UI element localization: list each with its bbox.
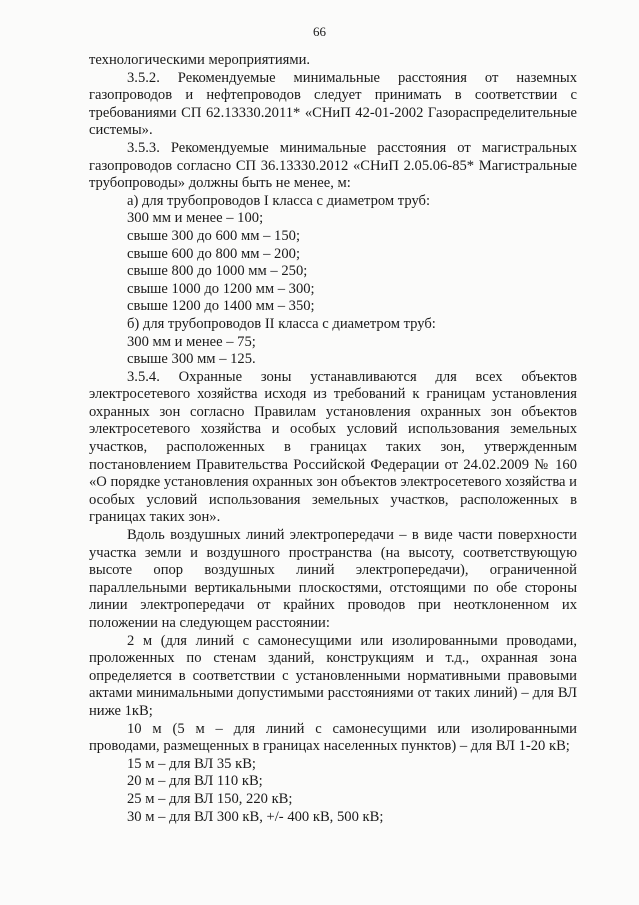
page-number: 66 <box>313 24 326 39</box>
list-item: 15 м – для ВЛ 35 кВ; <box>127 755 256 772</box>
paragraph-3-5-4: 3.5.4. Охранные зоны устанавливаются для всех объектов электросетевого хозяйства исходя из требований к границам установления охранных зон согласно Правилам установления охранных зон объектов электросетевого хозяйства и особых условий использования земельных участков, расположенных в границах таких зон, утвержденным постановлением Правительства Российской Федерации от 24.02.2009 № 160 «О порядке установления охранных зон объектов электросетевого хозяйства и особых условий использования земельных участков, расположенных в границах таких зон». <box>89 368 577 526</box>
list-item: свыше 300 мм – 125. <box>127 351 256 368</box>
list-item: свыше 1200 до 1400 мм – 350; <box>127 298 315 315</box>
paragraph-10m: 10 м (5 м – для линий с самонесущими или изолированными проводами, размещенных в границах населенных пунктов) – для ВЛ 1-20 кВ; <box>89 720 577 755</box>
paragraph-3-5-2: 3.5.2. Рекомендуемые минимальные расстояния от наземных газопроводов и нефтепроводов следует принимать в соответствии с требованиями СП 62.13330.2011* «СНиП 42-01-2002 Газораспределительные системы». <box>89 69 577 139</box>
paragraph-3-5-3: 3.5.3. Рекомендуемые минимальные расстояния от магистральных газопроводов согласно СП 36.13330.2012 «СНиП 2.05.06-85* Магистральные трубопроводы» должны быть не менее, м: <box>89 139 577 192</box>
list-item: 300 мм и менее – 100; <box>127 210 264 227</box>
list-item: свыше 600 до 800 мм – 200; <box>127 245 300 262</box>
list-item: свыше 300 до 600 мм – 150; <box>127 227 300 244</box>
paragraph-continuation: технологическими мероприятиями. <box>89 52 311 68</box>
list-item: 30 м – для ВЛ 300 кВ, +/- 400 кВ, 500 кВ; <box>127 808 384 825</box>
list-item: а) для трубопроводов I класса с диаметром труб: <box>127 192 431 209</box>
paragraph-2m: 2 м (для линий с самонесущими или изолированными проводами, проложенных по стенам зданий, конструкциям и т.д., охранная зона определяется в соответствии с установленными нормативными правовыми актами минимальными допустимыми расстояниями от таких линий) – для ВЛ ниже 1кВ; <box>89 632 577 719</box>
list-item: 25 м – для ВЛ 150, 220 кВ; <box>127 790 293 807</box>
document-body <box>89 52 577 826</box>
paragraph-overhead-lines: Вдоль воздушных линий электропередачи – в виде части поверхности участка земли и воздушного пространства (на высоту, соответствующую высоте опор воздушных линий электропередачи), ограниченной параллельными вертикальными плоскостями, отстоящими по обе стороны линии электропередачи от крайних проводов при неотклоненном их положении на следующем расстоянии: <box>89 527 577 631</box>
list-item: 20 м – для ВЛ 110 кВ; <box>127 773 263 790</box>
list-item: б) для трубопроводов II класса с диаметром труб: <box>127 315 436 332</box>
list-item: 300 мм и менее – 75; <box>127 333 256 350</box>
list-item: свыше 1000 до 1200 мм – 300; <box>127 280 315 297</box>
list-item: свыше 800 до 1000 мм – 250; <box>127 263 308 280</box>
